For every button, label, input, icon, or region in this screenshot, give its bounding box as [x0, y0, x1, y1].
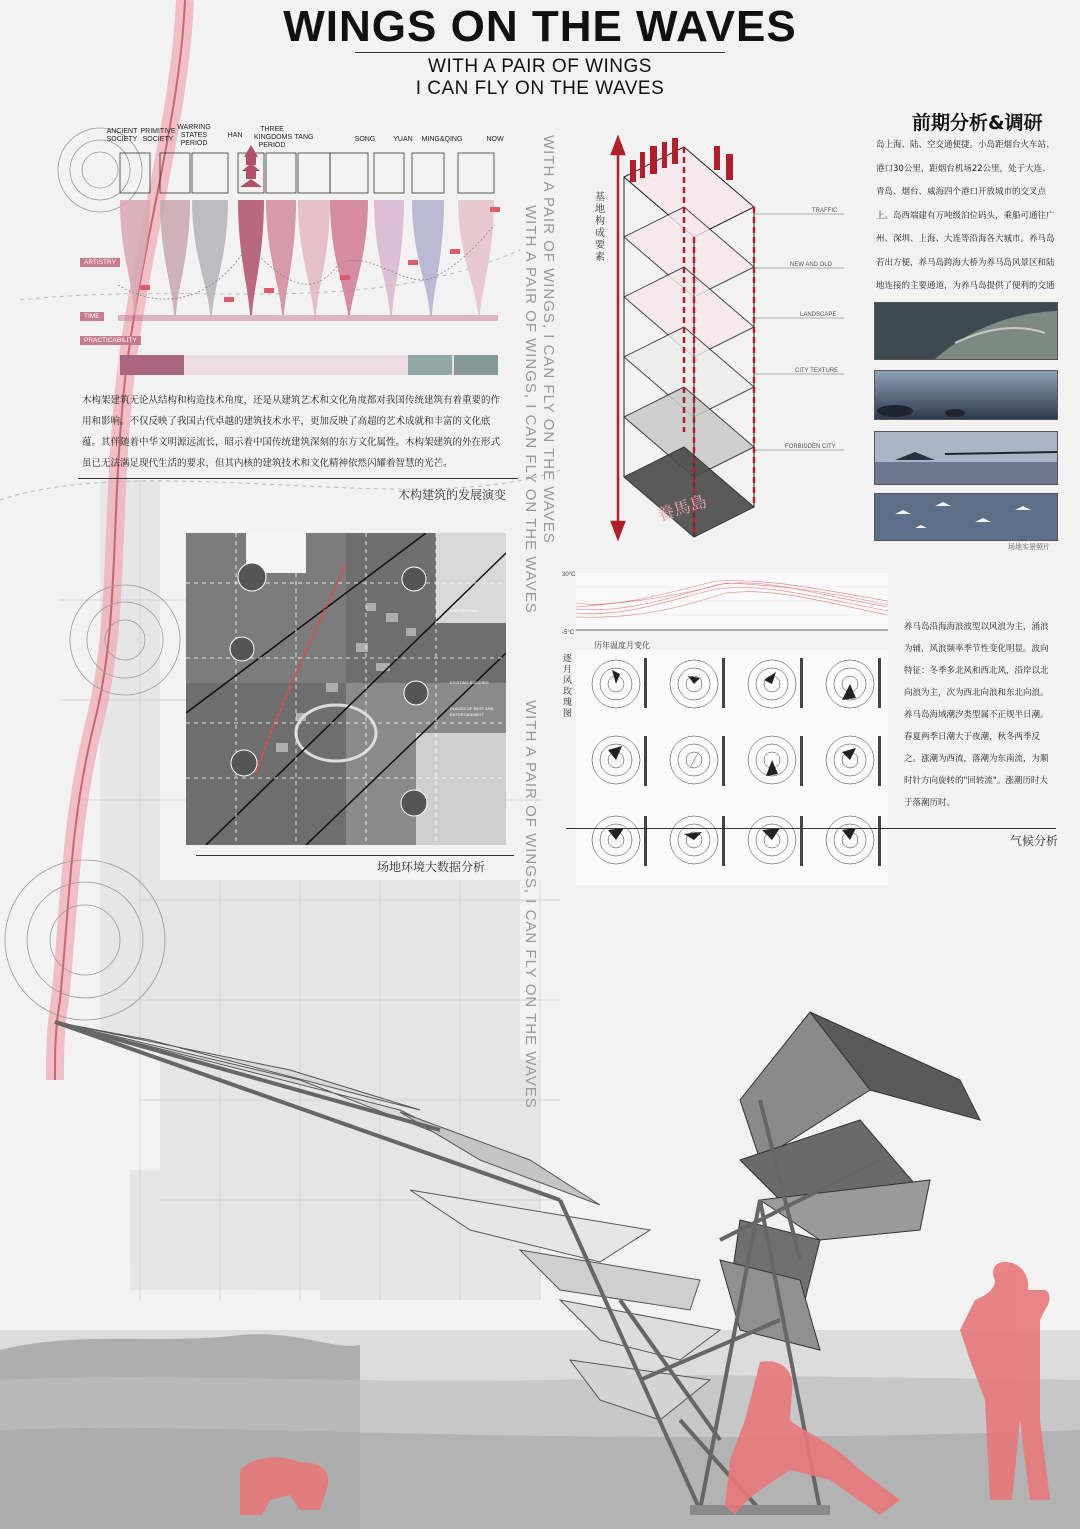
timeline-shapes — [120, 200, 494, 315]
timeline-chart — [78, 125, 518, 385]
right-wing — [720, 1012, 980, 1350]
page-title: WINGS ON THE WAVES — [283, 2, 797, 51]
climate-caption: 气候分析 — [1010, 834, 1059, 848]
island-name: 養馬島 — [654, 491, 710, 527]
timeline-era-labels — [78, 124, 518, 152]
layer-label-forbidden-city: FORBIDDEN CITY — [785, 444, 836, 450]
era-illustrations — [120, 153, 494, 193]
analysis-paragraph: 岛上海、陆、空交通便捷。小岛距烟台火车站、港口30公里，距烟台机场22公里，处于大连、青岛、烟台、威海四个港口开放城市的交叉点上。岛西端建有万吨级泊位码头，乘船可通往广州、深圳、上海、大连等沿海各大城市。养马岛若出方便，养马岛跨海大桥为养马岛风景区和陆地连接的主要通道，为养马岛提供了便利的交通 — [876, 140, 1055, 291]
era-label: THREE KINGDOMS PERIOD — [254, 126, 293, 149]
site-map-caption: 场地环境大数据分析 — [377, 860, 486, 874]
vertical-slogan-3: WITH A PAIR OF WINGS, I CAN FLY ON THE WAVES — [522, 700, 539, 1109]
row-label-artistry: ARTISTRY — [80, 258, 120, 267]
era-label: PRIMITIVE SOCIETY — [140, 128, 176, 143]
site-map-legend — [450, 608, 508, 718]
wind-title: 逐月风玫瑰图 — [563, 654, 573, 719]
legend-item: EXISTING BUILDING — [450, 680, 489, 685]
title-rule — [355, 52, 725, 53]
layer-stack — [594, 132, 854, 562]
climate-paragraph: 养马岛沿海海浪波型以风浪为主，涌浪为辅，风浪频率季节性变化明显。波向特征：冬季多北风和西北风，沿岸以北向浪为主，次为西北向浪和东北向浪。养马岛海域潮汐类型属不正规半日潮。春夏两季日潮大于夜潮，秋冬两季反之。涨潮为西流，落潮为东南流，为顺时针方向旋转的"回转流"。涨潮历时大于落潮历时。 — [904, 622, 1049, 808]
subtitle-line-1: WITH A PAIR OF WINGS — [428, 56, 652, 77]
temp-caption: 历年温度月变化 — [594, 641, 650, 650]
analysis-heading: 前期分析&调研 — [912, 112, 1043, 134]
layer-label-city-texture: CITY TEXTURE — [795, 368, 839, 374]
era-label: YUAN — [393, 136, 413, 143]
vertical-slogan-2: WITH A PAIR OF WINGS, I CAN FLY ON THE WAVES — [522, 205, 539, 614]
era-label: HAN — [227, 132, 243, 139]
climate-rule — [566, 828, 1056, 829]
temperature-chart — [576, 573, 888, 631]
layer-label-new-old: NEW AND OLD — [790, 262, 833, 268]
site-photo-pier — [874, 431, 1058, 485]
row-label-time: TIME — [80, 312, 104, 321]
timeline-caption: 木构建筑的发展演变 — [398, 488, 507, 502]
layer-title: 基地构成要素 — [595, 192, 605, 263]
era-label: SONG — [354, 136, 376, 143]
temp-low-label: -5°C — [562, 630, 575, 636]
wind-rose-grid — [576, 650, 888, 885]
vertical-slogan-1: WITH A PAIR OF WINGS, I CAN FLY ON THE WAVES — [540, 135, 557, 544]
era-label: MING&QING — [421, 136, 463, 143]
timeline-paragraph: 木构架建筑无论从结构和构造技术角度，还是从建筑艺术和文化角度都对我国传统建筑有着重要的作用和影响。不仅反映了我国古代卓越的建筑技术水平，更加反映了高超的艺术成就和丰富的文化底蕴。其伴随着中华文明源远流长，昭示着中国传统建筑深刻的东方文化属性。木构架建筑的外在形式虽已无法满足现代生活的要求，但其内核的建筑技术和文化精神依然闪耀着智慧的光芒。 — [82, 395, 501, 469]
photo-caption: 场地实景照片 — [1008, 543, 1050, 551]
site-photo-aerial — [874, 302, 1058, 360]
legend-item: PLACES OF REST AND ENTERTAINMENT — [450, 706, 494, 717]
layer-label-landscape: LANDSCAPE — [800, 312, 837, 318]
site-photo-coast — [874, 370, 1058, 420]
era-label: WARRING STATES PERIOD — [177, 124, 211, 147]
site-photo-seagulls — [874, 493, 1058, 541]
legend-item: VISITOR ROAD — [450, 608, 479, 613]
era-label: ANCIENT SOCIETY — [106, 128, 138, 143]
era-label: NOW — [486, 136, 504, 143]
wing-pavilion — [0, 1000, 1080, 1529]
timeline-rule — [78, 478, 518, 479]
site-map-rule — [196, 855, 514, 856]
layer-label-traffic: TRAFFIC — [812, 208, 838, 214]
left-wing — [55, 1022, 720, 1420]
temp-high-label: 30°C — [562, 572, 576, 578]
era-label: TANG — [294, 134, 314, 141]
subtitle-line-2: I CAN FLY ON THE WAVES — [415, 78, 665, 99]
row-label-practicability: PRACTICABILITY — [80, 336, 141, 345]
